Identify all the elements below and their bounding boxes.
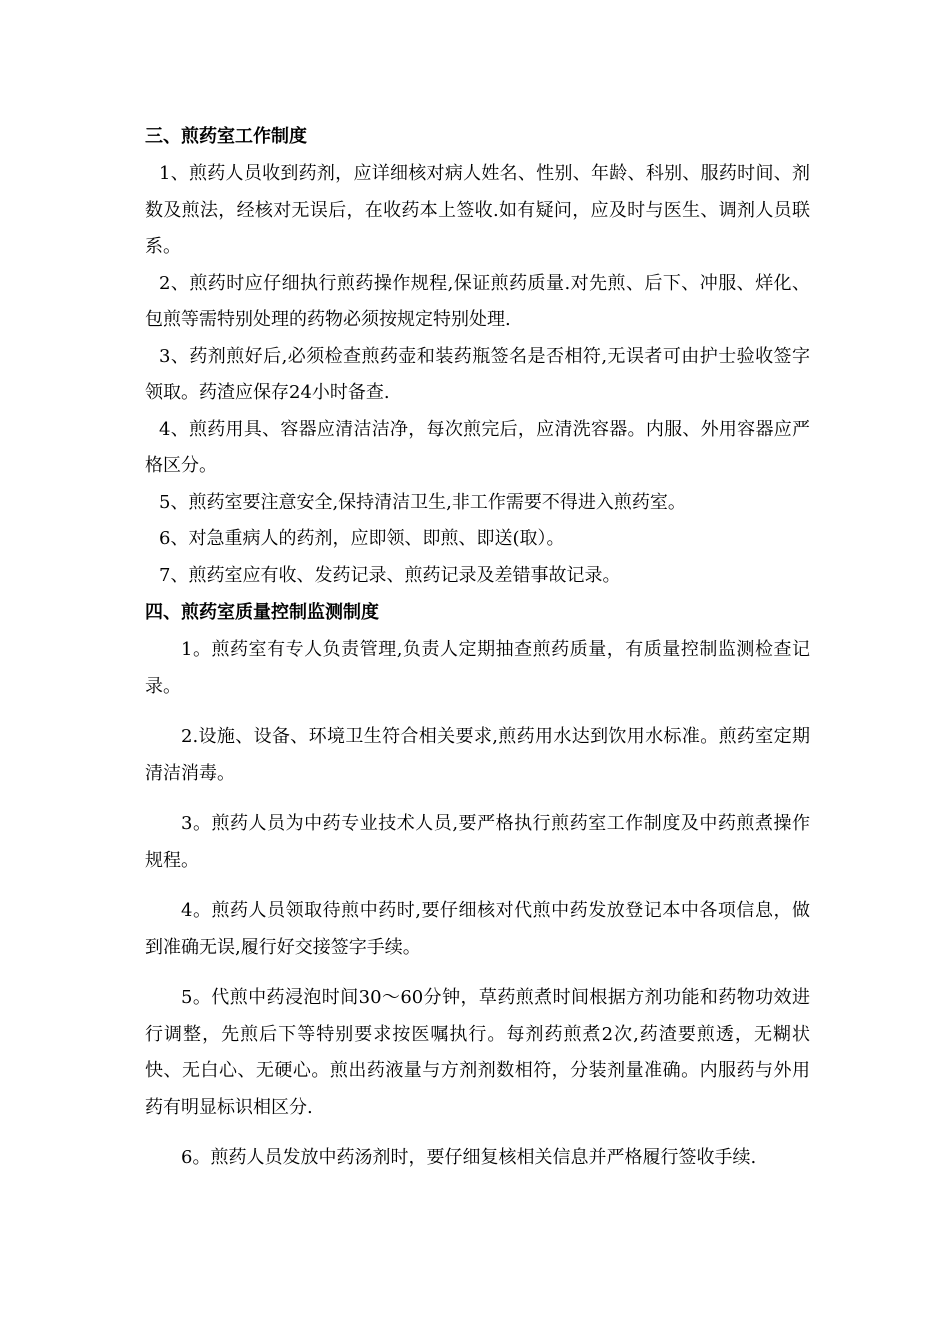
section-decoction-room-work-rules: [145, 120, 810, 594]
section-quality-control-rules: [145, 596, 810, 1177]
rule-paragraph: 4、煎药用具、容器应清洁洁净，每次煎完后，应清洗容器。内服、外用容器应严格区分。: [145, 418, 810, 476]
rule-paragraph: 1。煎药室有专人负责管理,负责人定期抽查煎药质量，有质量控制监测检查记录。: [145, 639, 810, 697]
rule-paragraph: 4。煎药人员领取待煎中药时,要仔细核对代煎中药发放登记本中各项信息，做到准确无误,履行好交接签字手续。: [145, 900, 810, 958]
section-title: 三、煎药室工作制度: [145, 126, 307, 147]
rule-paragraph: 3、药剂煎好后,必须检查煎药壶和装药瓶签名是否相符,无误者可由护士验收签字领取。药渣应保存24小时备查.: [145, 345, 810, 403]
rule-paragraph: 2、煎药时应仔细执行煎药操作规程,保证煎药质量.对先煎、后下、冲服、烊化、包煎等需特别处理的药物必须按规定特别处理.: [145, 272, 810, 330]
rule-paragraph: 1、煎药人员收到药剂，应详细核对病人姓名、性别、年龄、科别、服药时间、剂数及煎法，经核对无误后，在收药本上签收.如有疑问，应及时与医生、调剂人员联系。: [145, 163, 810, 257]
section-title: 四、煎药室质量控制监测制度: [145, 602, 379, 623]
rule-paragraph: 5、煎药室要注意安全,保持清洁卫生,非工作需要不得进入煎药室。: [159, 491, 686, 513]
rule-paragraph: 2.设施、设备、环境卫生符合相关要求,煎药用水达到饮用水标准。煎药室定期清洁消毒。: [145, 726, 810, 784]
rule-paragraph: 5。代煎中药浸泡时间30～60分钟，草药煎煮时间根据方剂功能和药物功效进行调整，先煎后下等特别要求按医嘱执行。每剂药煎煮2次,药渣要煎透，无糊状快、无白心、无硬心。煎出药液量与方剂剂数相符，分装剂量准确。内服药与外用药有明显标识相区分.: [145, 987, 810, 1118]
rule-paragraph: 6、对急重病人的药剂，应即领、即煎、即送(取）。: [159, 528, 565, 549]
rule-paragraph: 6。煎药人员发放中药汤剂时，要仔细复核相关信息并严格履行签收手续.: [181, 1147, 757, 1168]
document-page: [145, 120, 810, 1177]
rule-paragraph: 7、煎药室应有收、发药记录、煎药记录及差错事故记录。: [159, 564, 621, 586]
rule-paragraph: 3。煎药人员为中药专业技术人员,要严格执行煎药室工作制度及中药煎煮操作规程。: [145, 813, 810, 871]
